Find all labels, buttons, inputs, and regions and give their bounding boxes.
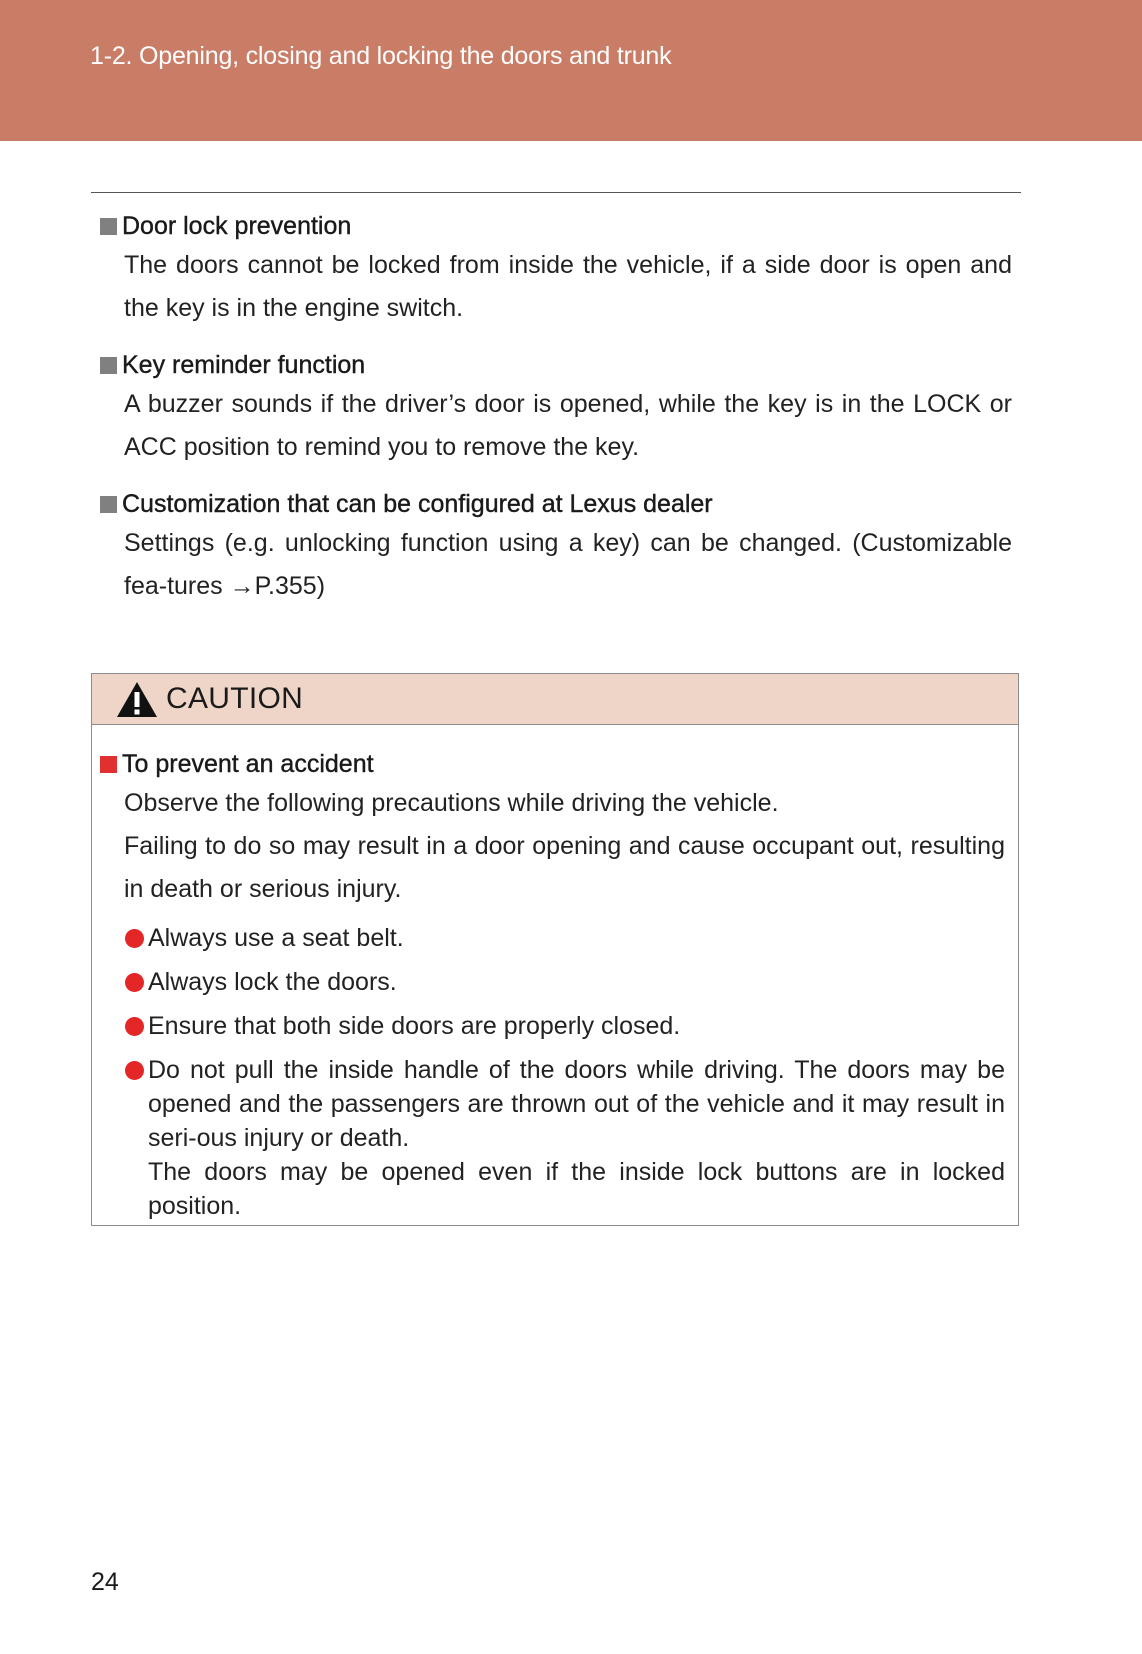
section-body: Settings (e.g. unlocking function using a key) can be changed. (Customizable fea-tures →P.355) <box>124 529 1012 600</box>
section-heading <box>100 486 1012 522</box>
section-customization <box>100 486 1012 608</box>
caution-box <box>91 673 1019 1226</box>
chapter-header-band <box>0 0 1142 141</box>
list-item <box>124 1053 1005 1223</box>
square-bullet-icon <box>100 357 117 374</box>
section-heading <box>100 347 1012 383</box>
section-body: The doors cannot be locked from inside the vehicle, if a side door is open and the key is in the engine switch. <box>124 251 1012 322</box>
precaution-list <box>100 921 1005 1223</box>
list-item-text: Do not pull the inside handle of the doors while driving. The doors may be opened and the passengers are thrown out of the vehicle and it may result in seri-ous injury or death. <box>148 1056 1005 1152</box>
red-dot-bullet-icon <box>125 1017 144 1036</box>
section-heading <box>100 208 1012 244</box>
caution-heading <box>100 746 1005 782</box>
square-bullet-icon <box>100 496 117 513</box>
caution-paragraph-1: Observe the following precautions while driving the vehicle. <box>124 789 779 817</box>
warning-triangle-icon <box>116 681 158 718</box>
red-dot-bullet-icon <box>125 973 144 992</box>
caution-body <box>100 746 1005 1233</box>
red-square-bullet-icon <box>100 756 117 773</box>
section-heading-text: Door lock prevention <box>122 212 352 240</box>
section-heading-text: Customization that can be configured at Lexus dealer <box>122 490 713 518</box>
list-item <box>124 965 1005 999</box>
list-item-text: Ensure that both side doors are properly closed. <box>148 1012 681 1040</box>
list-item-text: Always lock the doors. <box>148 968 397 996</box>
list-item <box>124 1009 1005 1043</box>
chapter-title: 1-2. Opening, closing and locking the doors and trunk <box>90 42 672 70</box>
caution-heading-text: To prevent an accident <box>122 750 374 778</box>
square-bullet-icon <box>100 218 117 235</box>
red-dot-bullet-icon <box>125 929 144 948</box>
section-body: A buzzer sounds if the driver’s door is opened, while the key is in the LOCK or ACC position to remind you to remove the key. <box>124 390 1012 461</box>
caution-paragraph-2: Failing to do so may result in a door opening and cause occupant out, resulting in death or serious injury. <box>124 832 1005 903</box>
list-item-extra-text: The doors may be opened even if the inside lock buttons are in locked position. <box>148 1158 1005 1220</box>
section-door-lock-prevention <box>100 208 1012 330</box>
caution-title: CAUTION <box>166 682 304 715</box>
list-item-text: Always use a seat belt. <box>148 924 404 952</box>
section-heading-text: Key reminder function <box>122 351 366 379</box>
page-number: 24 <box>91 1568 119 1596</box>
list-item <box>124 921 1005 955</box>
section-key-reminder <box>100 347 1012 469</box>
caution-header <box>92 674 1018 725</box>
top-divider <box>91 192 1021 193</box>
red-dot-bullet-icon <box>125 1061 144 1080</box>
